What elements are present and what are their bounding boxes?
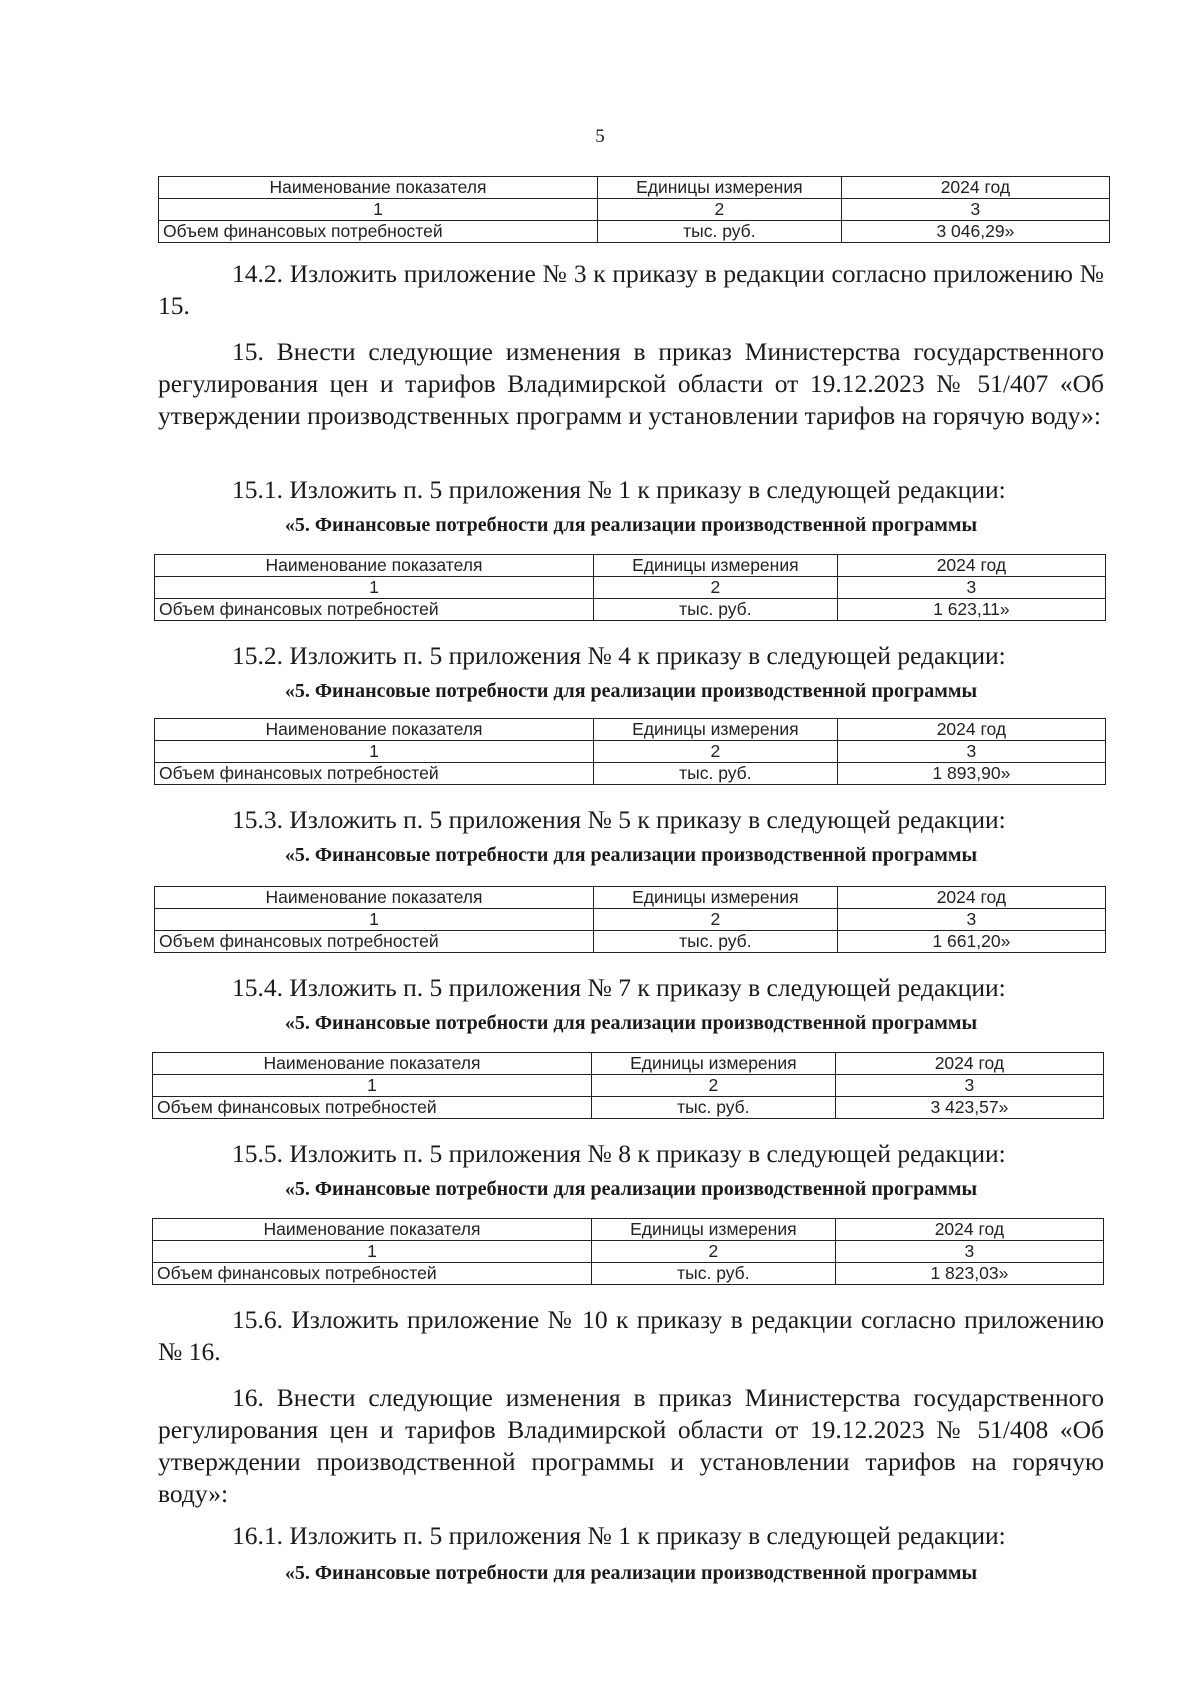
col-number: 3	[841, 199, 1109, 221]
col-number: 1	[153, 1075, 592, 1097]
table-header-row	[153, 1053, 1104, 1075]
column-number-row	[153, 1241, 1104, 1263]
table-row	[155, 599, 1106, 621]
col-number: 1	[153, 1241, 592, 1263]
table-row	[155, 931, 1106, 953]
col-number: 1	[155, 577, 594, 599]
table-header-row	[155, 887, 1106, 909]
table-header-row	[155, 719, 1106, 741]
header-unit: Единицы измерения	[593, 719, 837, 741]
row-value: 1 893,90»	[837, 763, 1105, 785]
financial-needs-table	[154, 718, 1106, 785]
table-header-row	[159, 177, 1110, 199]
col-number: 3	[837, 577, 1105, 599]
column-number-row	[159, 199, 1110, 221]
row-unit: тыс. руб.	[591, 1263, 835, 1285]
col-number: 3	[835, 1241, 1103, 1263]
paragraph-15-2: 15.2. Изложить п. 5 приложения № 4 к приказу в следующей редакции:	[232, 641, 1006, 670]
header-unit: Единицы измерения	[597, 177, 841, 199]
table-row	[153, 1097, 1104, 1119]
paragraph-15-4: 15.4. Изложить п. 5 приложения № 7 к приказу в следующей редакции:	[232, 973, 1006, 1002]
column-number-row	[155, 577, 1106, 599]
col-number: 3	[835, 1075, 1103, 1097]
col-number: 3	[837, 741, 1105, 763]
header-name: Наименование показателя	[155, 555, 594, 577]
header-year: 2024 год	[837, 887, 1105, 909]
page-number: 5	[595, 126, 605, 147]
row-value: 1 661,20»	[837, 931, 1105, 953]
row-value: 3 423,57»	[835, 1097, 1103, 1119]
subheading: «5. Финансовые потребности для реализации производственной программы	[284, 680, 978, 702]
col-number: 1	[155, 741, 594, 763]
subheading: «5. Финансовые потребности для реализации производственной программы	[284, 844, 978, 866]
column-number-row	[155, 909, 1106, 931]
col-number: 2	[591, 1075, 835, 1097]
column-number-row	[153, 1075, 1104, 1097]
table-header-row	[155, 555, 1106, 577]
header-year: 2024 год	[841, 177, 1109, 199]
row-unit: тыс. руб.	[597, 221, 841, 243]
row-label: Объем финансовых потребностей	[153, 1263, 592, 1285]
subheading: «5. Финансовые потребности для реализации производственной программы	[284, 1012, 978, 1034]
row-unit: тыс. руб.	[593, 763, 837, 785]
header-unit: Единицы измерения	[591, 1053, 835, 1075]
table-row	[155, 763, 1106, 785]
row-value: 1 623,11»	[837, 599, 1105, 621]
header-unit: Единицы измерения	[593, 555, 837, 577]
row-unit: тыс. руб.	[593, 599, 837, 621]
financial-needs-table	[152, 1052, 1104, 1119]
header-name: Наименование показателя	[155, 719, 594, 741]
header-name: Наименование показателя	[153, 1219, 592, 1241]
col-number: 2	[593, 909, 837, 931]
header-name: Наименование показателя	[155, 887, 594, 909]
financial-needs-table	[152, 1218, 1104, 1285]
col-number: 1	[159, 199, 598, 221]
header-year: 2024 год	[835, 1053, 1103, 1075]
paragraph-15-3: 15.3. Изложить п. 5 приложения № 5 к приказу в следующей редакции:	[232, 805, 1006, 834]
col-number: 2	[591, 1241, 835, 1263]
col-number: 3	[837, 909, 1105, 931]
subheading: «5. Финансовые потребности для реализации производственной программы	[284, 514, 978, 536]
paragraph-16: 16. Внести следующие изменения в приказ Министерства государственного регулирования цен и тарифов Владимирской области от 19.12.2023 № 51/408 «Об утверждении производственной программы и установлении тарифов на горячую воду»:	[158, 1383, 1104, 1508]
header-name: Наименование показателя	[153, 1053, 592, 1075]
header-unit: Единицы измерения	[591, 1219, 835, 1241]
col-number: 1	[155, 909, 594, 931]
header-year: 2024 год	[837, 719, 1105, 741]
table-row	[159, 221, 1110, 243]
row-label: Объем финансовых потребностей	[159, 221, 598, 243]
financial-needs-table	[154, 554, 1106, 621]
row-label: Объем финансовых потребностей	[155, 931, 594, 953]
table-header-row	[153, 1219, 1104, 1241]
paragraph-15: 15. Внести следующие изменения в приказ Министерства государственного регулирования цен и тарифов Владимирской области от 19.12.2023 № 51/407 «Об утверждении производственных программ и установлении тарифов на горячую воду»:	[158, 337, 1104, 430]
financial-needs-table	[158, 176, 1110, 243]
col-number: 2	[593, 741, 837, 763]
subheading: «5. Финансовые потребности для реализации производственной программы	[284, 1562, 978, 1584]
paragraph-16-1: 16.1. Изложить п. 5 приложения № 1 к приказу в следующей редакции:	[232, 1521, 1006, 1550]
table-row	[153, 1263, 1104, 1285]
subheading: «5. Финансовые потребности для реализации производственной программы	[284, 1178, 978, 1200]
paragraph-15-5: 15.5. Изложить п. 5 приложения № 8 к приказу в следующей редакции:	[232, 1139, 1006, 1168]
col-number: 2	[597, 199, 841, 221]
row-unit: тыс. руб.	[591, 1097, 835, 1119]
row-label: Объем финансовых потребностей	[153, 1097, 592, 1119]
row-unit: тыс. руб.	[593, 931, 837, 953]
financial-needs-table	[154, 886, 1106, 953]
paragraph-15-6: 15.6. Изложить приложение № 10 к приказу в редакции согласно приложению № 16.	[158, 1305, 1104, 1366]
row-label: Объем финансовых потребностей	[155, 763, 594, 785]
col-number: 2	[593, 577, 837, 599]
row-value: 3 046,29»	[841, 221, 1109, 243]
row-value: 1 823,03»	[835, 1263, 1103, 1285]
row-label: Объем финансовых потребностей	[155, 599, 594, 621]
paragraph-14-2: 14.2. Изложить приложение № 3 к приказу в редакции согласно приложению № 15.	[158, 259, 1104, 320]
header-year: 2024 год	[835, 1219, 1103, 1241]
header-unit: Единицы измерения	[593, 887, 837, 909]
column-number-row	[155, 741, 1106, 763]
paragraph-15-1: 15.1. Изложить п. 5 приложения № 1 к приказу в следующей редакции:	[232, 475, 1006, 504]
header-year: 2024 год	[837, 555, 1105, 577]
header-name: Наименование показателя	[159, 177, 598, 199]
